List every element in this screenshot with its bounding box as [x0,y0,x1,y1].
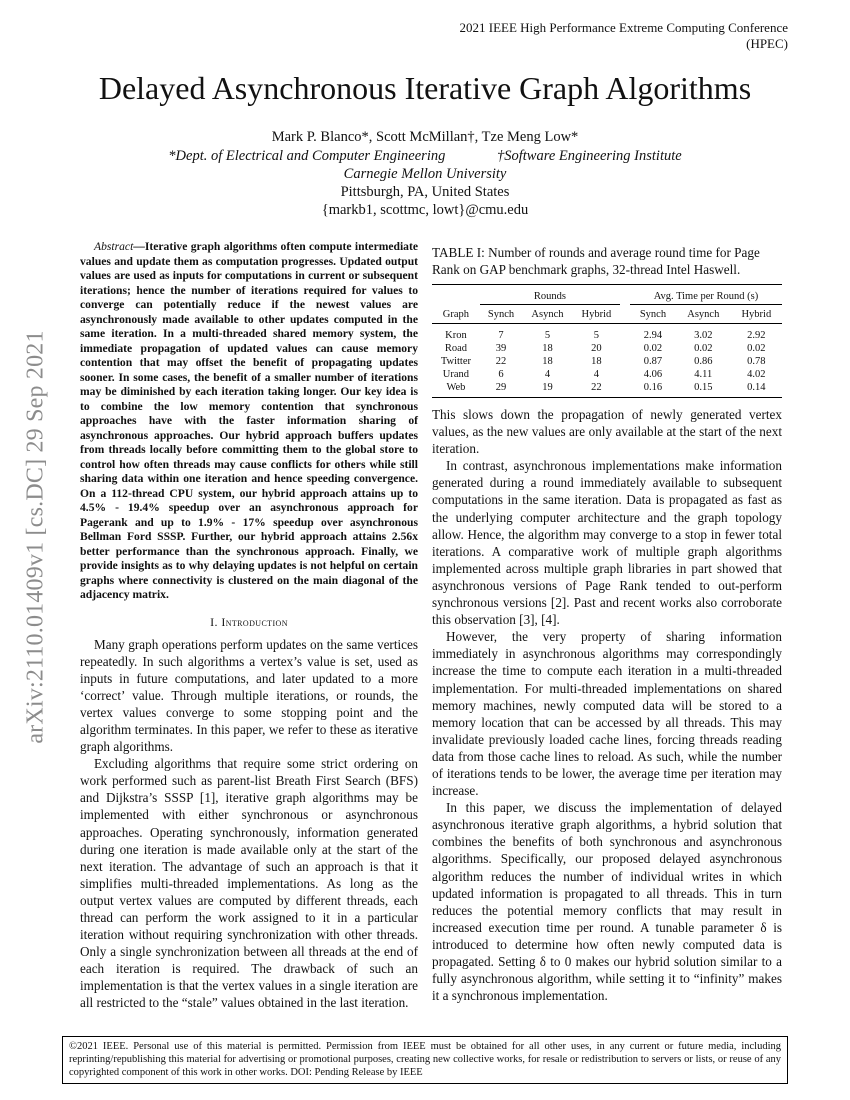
body-paragraph: In this paper, we discuss the implementation of delayed asynchronous iterative graph algorithms, a hybrid solution that combines the benefits of both synchronous and asynchronous algorithms. Specifically, our proposed delayed asynchronous algorithm reduces the number of individual writes in which updated information is propagated to all threads. This in turn reduces the potential memory conflicts that may result in increased execution time per round. A tunable parameter δ is introduced to determine how often newly computed data is propagated. Setting δ to 0 makes our hybrid solution similar to a fully asynchronous algorithm, while setting it to “infinity” makes it a synchronous implementation. [432,800,782,1004]
table-cell: 4 [544,369,551,380]
table-cell: 5 [593,330,599,341]
table-cell: 0.86 [694,356,713,367]
table-group-time: Avg. Time per Round (s) [630,285,782,305]
arxiv-id: arXiv:2110.01409v1 [cs.DC] 29 Sep 2021 [22,330,49,744]
table-cell: 39 [495,343,507,354]
table-cell: 4 [593,369,599,380]
table-row [432,368,782,381]
section-heading [80,615,418,630]
section-number: I. [210,614,222,629]
table-header: Graph [432,305,480,324]
table-cell: 7 [498,330,504,341]
table-cell: Web [432,381,480,398]
table-cell: 29 [480,381,522,398]
table-cell: 0.02 [747,343,766,354]
table-cell: 0.14 [731,381,782,398]
table-cell: 4.02 [747,369,766,380]
table-cell: 2.94 [643,330,663,341]
author-list: Mark P. Blanco*, Scott McMillan†, Tze Meng Low* [271,129,579,145]
table-cell: 22 [495,356,507,367]
results-table [432,284,782,398]
affiliations-row [0,147,850,165]
intro-paragraph: Many graph operations perform updates on the same vertices repeatedly. In such algorithms a vertex’s value is set, used as inputs in future computations, and later updated to a more ‘correct’ value. Through multiple iterations, or rounds, the vertex values converge to some stopping point and the algorithm terminates. In this paper, we refer to these as iterative graph algorithms. [80,636,418,755]
table-header: Synch [630,305,676,324]
table-cell: 18 [542,343,553,354]
table-header: Asynch [522,305,573,324]
table-cell: 19 [522,381,573,398]
left-column [80,240,418,1012]
table-row [432,342,782,355]
affiliation-sei: †Software Engineering Institute [496,148,682,164]
conference-name: 2021 IEEE High Performance Extreme Computing Conference [459,20,788,35]
body-paragraph: This slows down the propagation of newly generated vertex values, as the new values are only available at the start of the next iteration. [432,407,782,457]
conference-abbrev: (HPEC) [746,36,788,51]
table-cell: 3.02 [694,330,713,341]
affiliation-dept: *Dept. of Electrical and Computer Engineering [168,148,446,164]
table-header: Asynch [676,305,731,324]
right-column [432,244,782,1004]
abstract [80,240,418,603]
body-paragraph: In contrast, asynchronous implementations make information generated during a round immediately available to subsequent computations in the same iteration. Data is propagated as fast as the underlying computer architecture and the graph topology allow. Hence, the algorithm may converge to a stop in fewer total iterations. A comparative work of multiple graph algorithms implemented across multiple graph libraries in part showed that asynchronous versions of Page Rank tended to out-perform synchronous versions [2]. Past and recent works also corroborate this observation [3], [4]. [432,458,782,628]
table-header: Hybrid [573,305,620,324]
table-cell: Road [444,343,468,354]
table-cell: 22 [573,381,620,398]
table-cell: 18 [591,356,602,367]
table-row [432,381,782,398]
paper-title: Delayed Asynchronous Iterative Graph Algorithms [98,70,752,106]
table-cell: Kron [445,330,467,341]
table-cell: 0.78 [747,356,766,367]
table-header: Hybrid [731,305,782,324]
table-cell: 5 [544,330,551,341]
table-cell: 0.16 [630,381,676,398]
table-row [432,324,782,343]
table-cell: 18 [542,356,553,367]
table-cell: 4.06 [643,369,663,380]
table-cell: 6 [498,369,504,380]
conference-header [368,20,788,52]
table-cell: 4.11 [694,369,713,380]
table-row [432,355,782,368]
intro-paragraph: Excluding algorithms that require some strict ordering on work performed such as parent-list Breath First Search (BFS) and Dijkstra’s SSSP [1], iterative graph algorithms may be implemented with either synchronous or asynchronous approaches. Operating synchronously, information generated during one iteration is made available only at the start of the next iteration. The advantage of such an approach is that it simplifies multi-threaded implementations. As long as the output vertex values are computed by different threads, each thread can perform the work assigned to it in a particular iteration without requiring synchronization with other threads. Only a single synchronization between all threads at the end of each iteration is required. The drawback of such an implementation is that the vertex values in a single iteration are all restricted to the “stale” values obtained in the last iteration. [80,756,418,1011]
table-cell: 0.15 [676,381,731,398]
table-cell: 0.02 [694,343,713,354]
table-cell: 0.02 [643,343,663,354]
arxiv-stamp [22,272,50,802]
table-cell: 20 [591,343,602,354]
copyright-notice: ©2021 IEEE. Personal use of this material is permitted. Permission from IEEE must be obtained for all other uses, in any current or future media, including reprinting/republishing this material for advertising or promotional purposes, creating new collective works, for resale or redistribution to servers or lists, or reuse of any copyrighted component of this work in other works. DOI: Pending Release by IEEE [62,1036,788,1084]
abstract-lead: Abstract [94,240,134,253]
table-cell: Urand [442,369,470,380]
section-title: Introduction [221,614,288,629]
affiliation-university: Carnegie Mellon University [343,166,507,182]
abstract-text: —Iterative graph algorithms often compute intermediate values and update them as computation progresses. Updated output values are used as inputs for computations in current or subsequent iterations; hence the number of iterations required for values to converge can potentially reduce if the newest values are asynchronously made available to other updates computed in the same iteration. In a multi-threaded shared memory system, the immediate propagation of updated values can cause memory contention that may offset the benefit of propagating updates sooner. In some cases, the benefit of a smaller number of iterations may be diminished by each iteration taking longer. Our key idea is to combine the low memory contention that synchronous approaches have with the faster information sharing of asynchronous approaches. Our hybrid approach buffers updates from threads locally before committing them to the global store to control how often threads may cause conflicts for others while still sharing data within one iteration and hence speeding convergence. On a 112-thread CPU system, our hybrid approach attains up to 4.5% - 19.4% speedup over an asynchronous approach for Pagerank and up to 1.9% - 17% speedup over asynchronous Bellman Ford SSSP. Further, our hybrid approach attains 2.56x better performance than the synchronous approach. Finally, we provide insights as to why delaying updates is not helpful on certain graphs where connectivity is clustered on the main diagonal of the adjacency matrix. [80,240,418,601]
body-paragraph: However, the very property of sharing information immediately in asynchronous algorithms may correspondingly increase the time to compute each iteration in a multi-threaded implementation. For multi-threaded implementations on shared memory machines, newly computed data will be stored to a memory location that can be accessed by all threads. This may invalidate previously loaded cache lines, forcing threads reading data from those cache lines to reload. As such, while the number of iterations tends to be lower, the average time per iteration may increase. [432,629,782,799]
table-group-rounds: Rounds [480,285,620,305]
table-header: Synch [480,305,522,324]
table-cell: 0.87 [643,356,663,367]
table-cell: Twitter [440,356,472,367]
table-cell: 2.92 [747,330,766,341]
affiliation-location: Pittsburgh, PA, United States [340,184,510,200]
table-caption: TABLE I: Number of rounds and average round time for Page Rank on GAP benchmark graphs, 32-thread Intel Haswell. [432,245,760,277]
author-emails: {markb1, scottmc, lowt}@cmu.edu [321,202,529,218]
affiliation-block [0,165,850,219]
